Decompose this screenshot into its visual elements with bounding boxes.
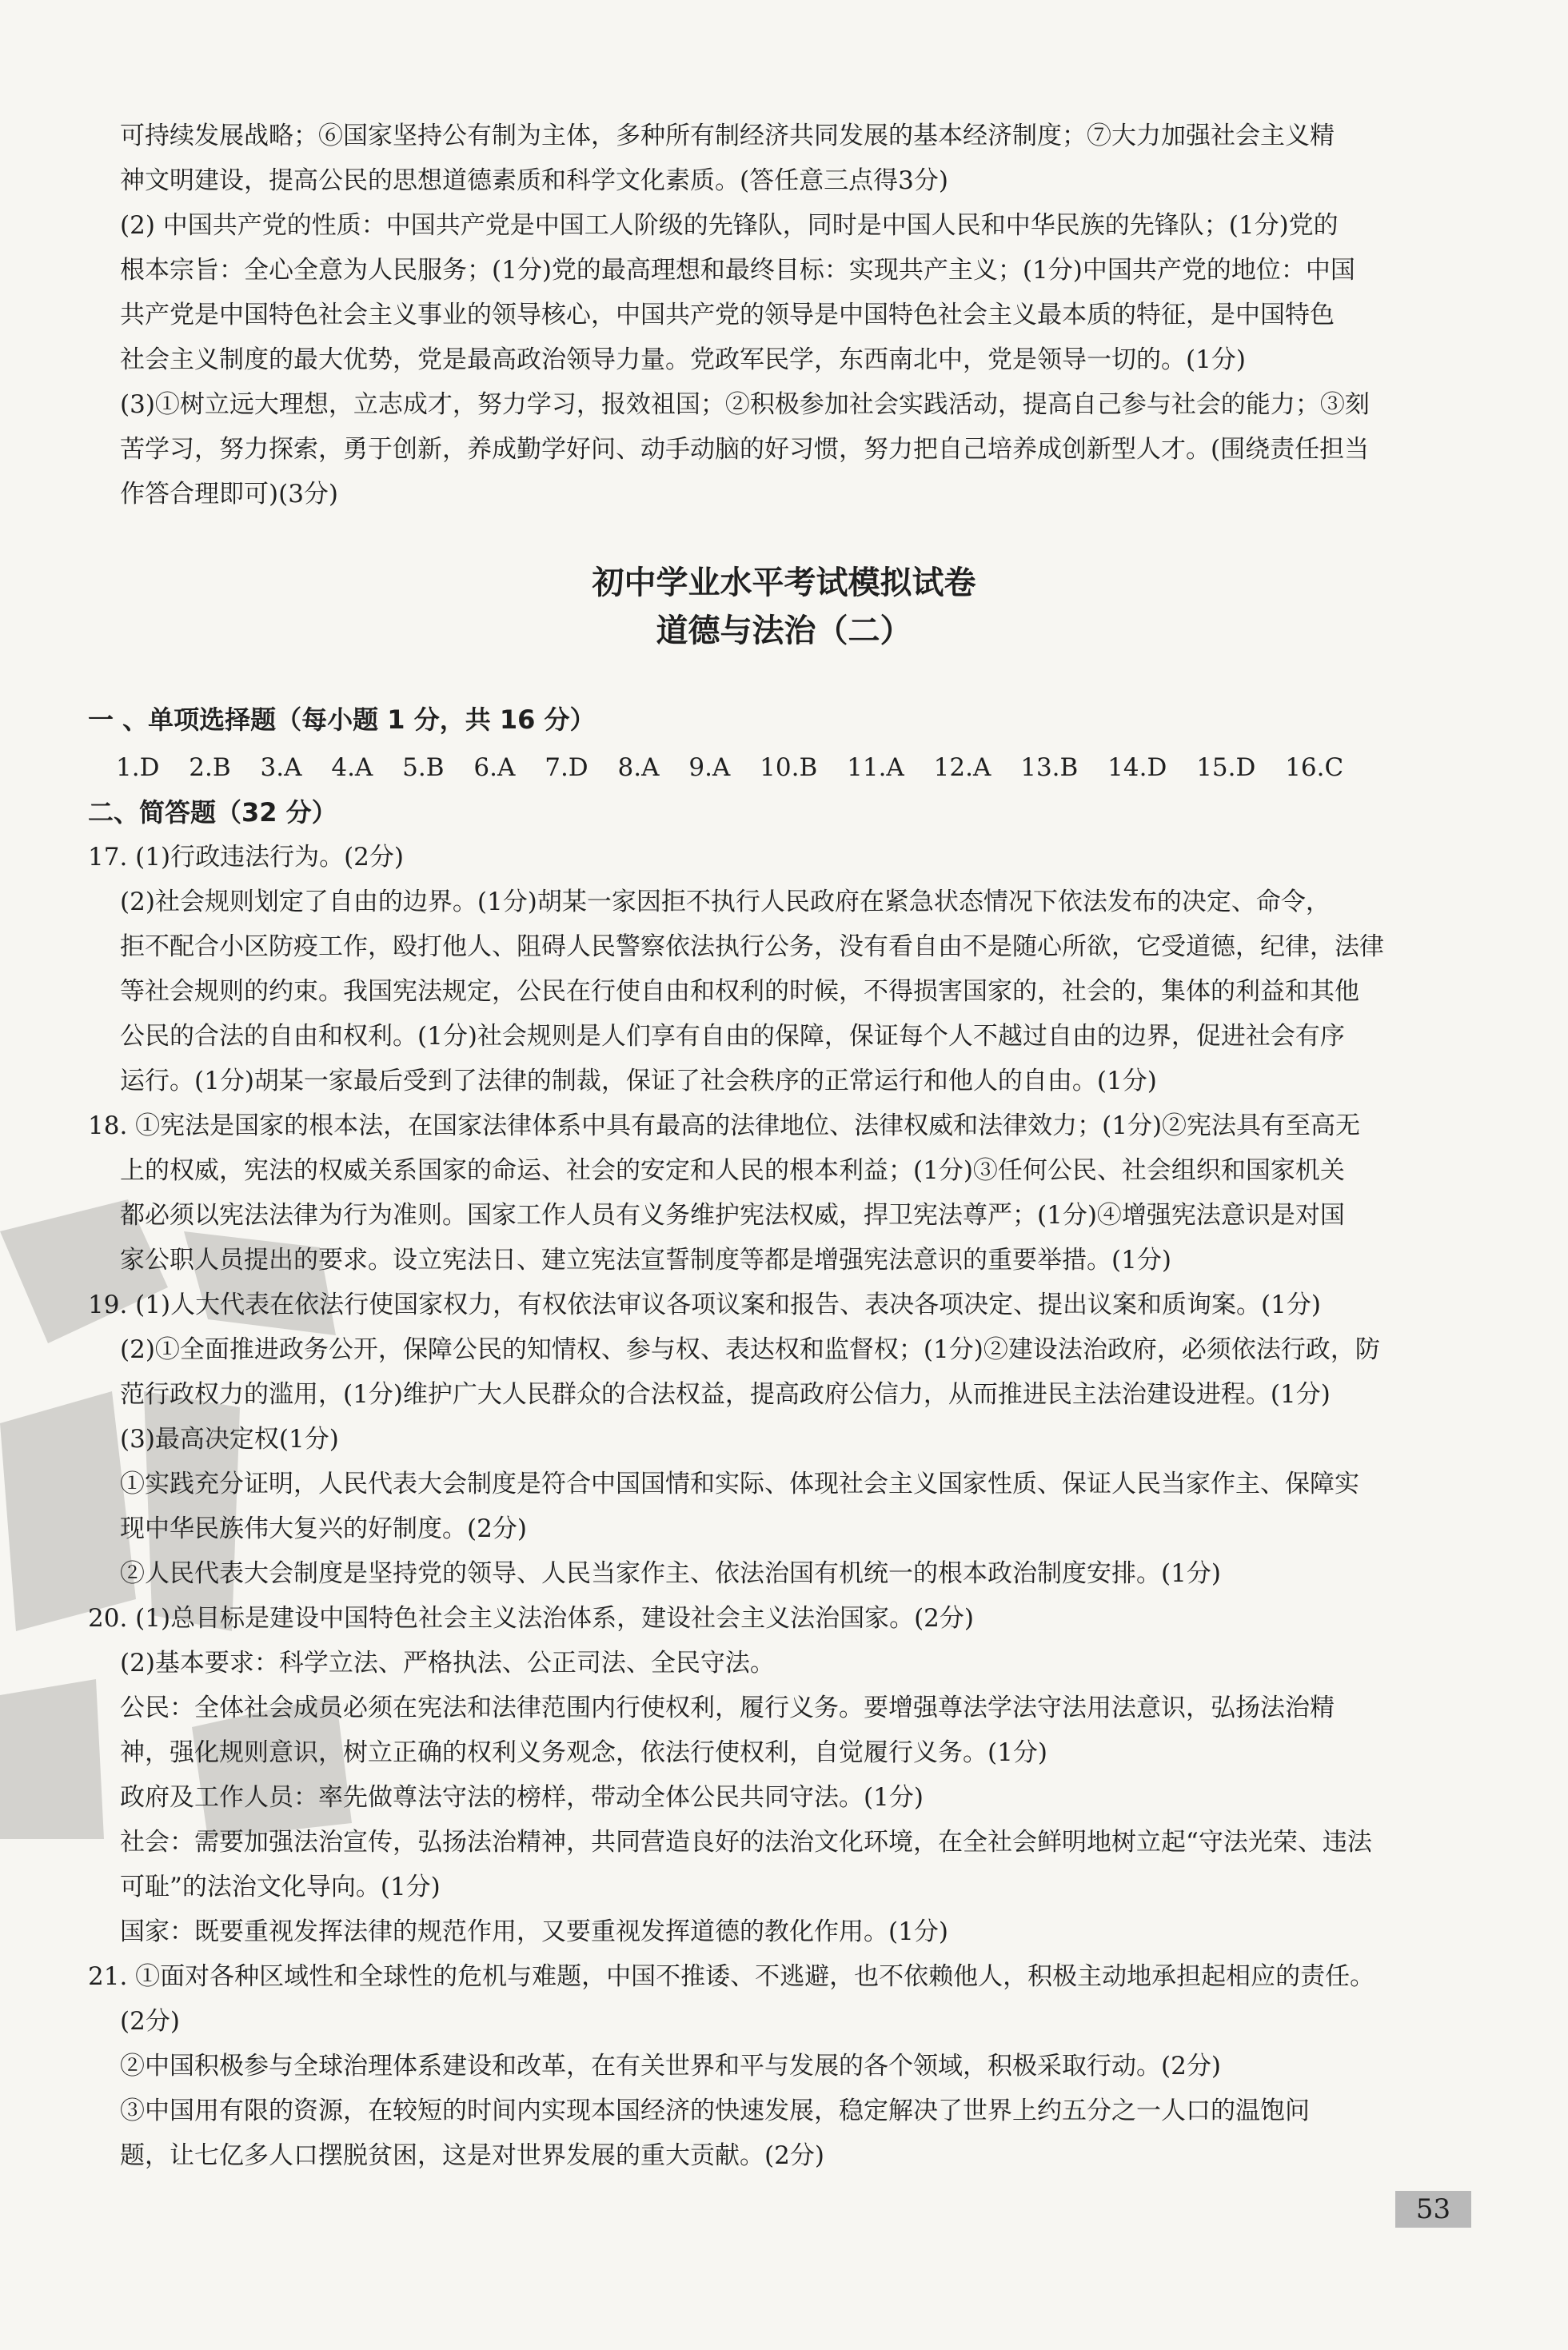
text-line: 17. (1)行政违法行为。(2分) [88,843,404,872]
text-line: 公民的合法的自由和权利。(1分)社会规则是人们享有自由的保障，保证每个人不越过自由的边界，促进社会有序 [120,1022,1345,1051]
text-line: ②人民代表大会制度是坚持党的领导、人民当家作主、依法治国有机统一的根本政治制度安排。(1分) [120,1559,1221,1588]
text-line: 18. ①宪法是国家的根本法，在国家法律体系中具有最高的法律地位、法律权威和法律效力；(1分)②宪法具有至高无 [88,1111,1361,1140]
text-line: 社会：需要加强法治宣传，弘扬法治精神，共同营造良好的法治文化环境，在全社会鲜明地树立起“守法光荣、违法 [120,1828,1372,1857]
answer-item: 6.A [473,753,516,782]
answer-item: 1.D [116,753,160,782]
answer-item: 15.D [1196,753,1256,782]
text-line: 拒不配合小区防疫工作，殴打他人、阻碍人民警察依法执行公务，没有看自由不是随心所欲，它受道德，纪律，法律 [120,932,1384,961]
text-line: 题，让七亿多人口摆脱贫困，这是对世界发展的重大贡献。(2分) [120,2141,824,2170]
text-line: (2) 中国共产党的性质：中国共产党是中国工人阶级的先锋队，同时是中国人民和中华民族的先锋队；(1分)党的 [120,211,1339,240]
text-line: 等社会规则的约束。我国宪法规定，公民在行使自由和权利的时候，不得损害国家的，社会的，集体的利益和其他 [120,977,1359,1006]
page-number: 53 [1395,2191,1471,2228]
answer-item: 7.D [545,753,588,782]
text-line: (2)基本要求：科学立法、严格执法、公正司法、全民守法。 [120,1649,775,1678]
text-line: 20. (1)总目标是建设中国特色社会主义法治体系，建设社会主义法治国家。(2分) [88,1604,974,1633]
exam-title: 初中学业水平考试模拟试卷 [592,564,976,601]
text-line: 神文明建设，提高公民的思想道德素质和科学文化素质。(答任意三点得3分) [120,166,948,195]
text-line: ③中国用有限的资源，在较短的时间内实现本国经济的快速发展，稳定解决了世界上约五分之一人口的温饱问 [120,2097,1310,2125]
text-line: ①实践充分证明，人民代表大会制度是符合中国国情和实际、体现社会主义国家性质、保证人民当家作主、保障实 [120,1470,1359,1498]
text-line: 苦学习，努力探索，勇于创新，养成勤学好问、动手动脑的好习惯，努力把自己培养成创新型人才。(围绕责任担当 [120,435,1370,464]
text-line: (3)①树立远大理想，立志成才，努力学习，报效祖国；②积极参加社会实践活动，提高自己参与社会的能力；③刻 [120,390,1370,419]
answer-item: 10.B [760,753,818,782]
answer-item: 2.B [189,753,231,782]
answer-item: 13.B [1020,753,1079,782]
text-line: ②中国积极参与全球治理体系建设和改革，在有关世界和平与发展的各个领域，积极采取行动。(2分) [120,2052,1221,2081]
text-line: 国家：既要重视发挥法律的规范作用，又要重视发挥道德的教化作用。(1分) [120,1917,948,1946]
answer-item: 11.A [847,753,904,782]
text-line: 根本宗旨：全心全意为人民服务；(1分)党的最高理想和最终目标：实现共产主义；(1分)中国共产党的地位：中国 [120,256,1355,285]
text-line: 可耻”的法治文化导向。(1分) [120,1873,441,1901]
text-line: 作答合理即可)(3分) [120,480,339,509]
text-line: 都必须以宪法法律为行为准则。国家工作人员有义务维护宪法权威，捍卫宪法尊严；(1分)④增强宪法意识是对国 [120,1201,1345,1230]
answer-item: 9.A [688,753,731,782]
section2-heading: 二、简答题（32 分） [88,797,337,828]
text-line: 19. (1)人大代表在依法行使国家权力，有权依法审议各项议案和报告、表决各项决定、提出议案和质询案。(1分) [88,1291,1321,1319]
answer-key [116,752,1475,784]
exam-subtitle: 道德与法治（二） [656,612,912,649]
text-line: (2)社会规则划定了自由的边界。(1分)胡某一家因拒不执行人民政府在紧急状态情况下依法发布的决定、命令， [120,888,1331,916]
text-line: (3)最高决定权(1分) [120,1425,339,1454]
text-line: 运行。(1分)胡某一家最后受到了法律的制裁，保证了社会秩序的正常运行和他人的自由。(1分) [120,1067,1157,1095]
text-line: (2)①全面推进政务公开，保障公民的知情权、参与权、表达权和监督权；(1分)②建设法治政府，必须依法行政，防 [120,1335,1380,1364]
answer-item: 5.B [402,753,445,782]
text-line: 政府及工作人员：率先做尊法守法的榜样，带动全体公民共同守法。(1分) [120,1783,924,1812]
answer-item: 3.A [260,753,302,782]
text-line: 21. ①面对各种区域性和全球性的危机与难题，中国不推诿、不逃避，也不依赖他人，积极主动地承担起相应的责任。 [88,1962,1375,1991]
text-line: 共产党是中国特色社会主义事业的领导核心，中国共产党的领导是中国特色社会主义最本质的特征，是中国特色 [120,301,1335,329]
answer-item: 16.C [1285,753,1344,782]
text-line: 神，强化规则意识，树立正确的权利义务观念，依法行使权利，自觉履行义务。(1分) [120,1738,1047,1767]
section1-heading: 一 、单项选择题（每小题 1 分，共 16 分） [88,704,596,735]
text-line: 公民：全体社会成员必须在宪法和法律范围内行使权利，履行义务。要增强尊法学法守法用法意识，弘扬法治精 [120,1694,1335,1722]
text-line: (2分) [120,2007,180,2036]
text-line: 范行政权力的滥用，(1分)维护广大人民群众的合法权益，提高政府公信力，从而推进民主法治建设进程。(1分) [120,1380,1331,1409]
text-line: 可持续发展战略；⑥国家坚持公有制为主体，多种所有制经济共同发展的基本经济制度；⑦大力加强社会主义精 [120,122,1335,150]
answer-item: 4.A [331,753,373,782]
text-line: 上的权威，宪法的权威关系国家的命运、社会的安定和人民的根本利益；(1分)③任何公民、社会组织和国家机关 [120,1156,1345,1185]
answer-item: 8.A [617,753,660,782]
answer-item: 12.A [933,753,991,782]
text-line: 家公职人员提出的要求。设立宪法日、建立宪法宣誓制度等都是增强宪法意识的重要举措。(1分) [120,1246,1171,1275]
text-line: 现中华民族伟大复兴的好制度。(2分) [120,1514,527,1543]
answer-item: 14.D [1107,753,1167,782]
text-line: 社会主义制度的最大优势，党是最高政治领导力量。党政军民学，东西南北中，党是领导一切的。(1分) [120,345,1246,374]
